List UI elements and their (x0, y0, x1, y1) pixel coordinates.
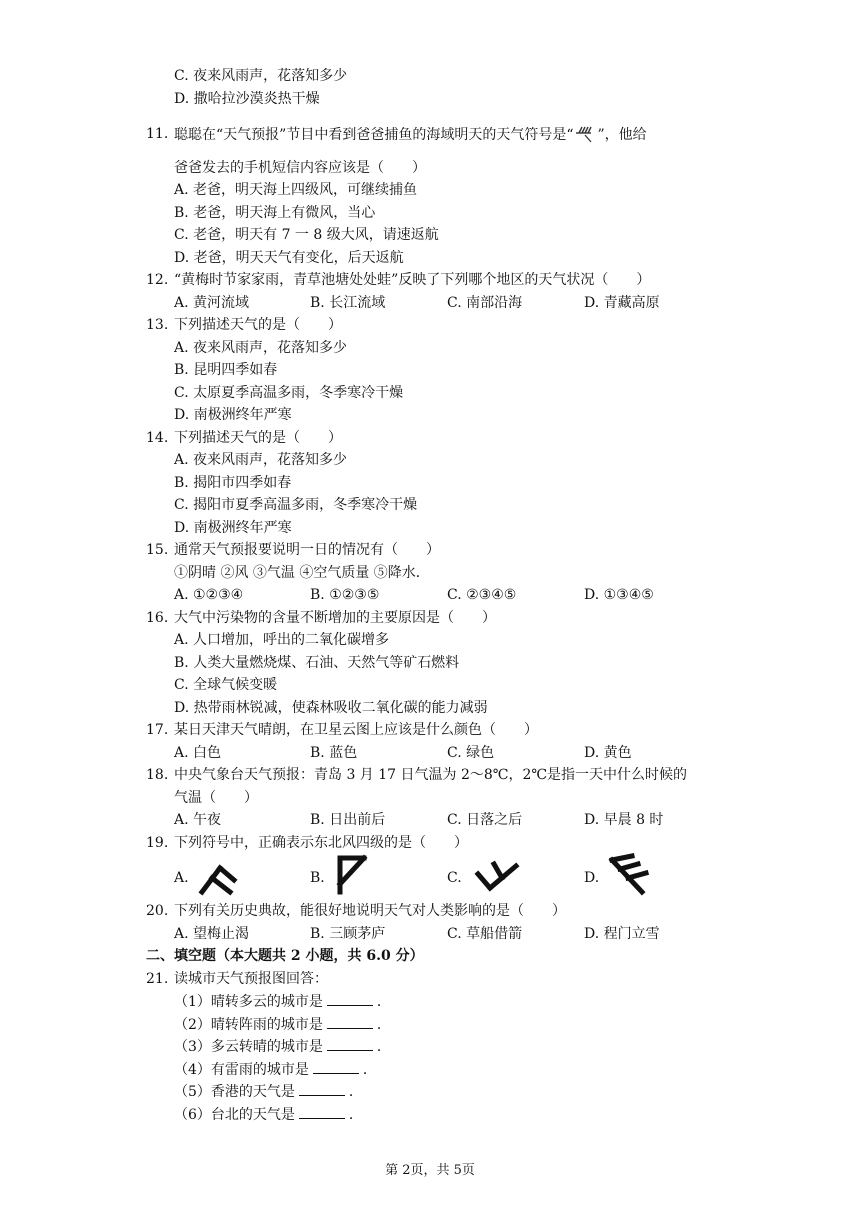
answer-blank[interactable] (327, 1014, 373, 1029)
answer-blank[interactable] (327, 1036, 373, 1051)
question-stem: 通常天气预报要说明一日的情况有（ ） (174, 542, 440, 558)
section-title: 二、填空题（本大题共 2 小题，共 6.0 分） (146, 948, 424, 964)
question-stem: 下列描述天气的是（ ） (174, 317, 342, 333)
option-b: B. 揭阳市四季如春 (174, 475, 292, 491)
question-number: 16. (146, 610, 169, 626)
option-a: A. 夜来风雨声，花落知多少 (174, 452, 348, 468)
option-b: B. 长江流域 (310, 295, 386, 311)
option-c: C. (447, 870, 462, 886)
option-c: C. 绿色 (447, 745, 495, 761)
option-d: D. 老爸，明天天气有变化，后天返航 (174, 250, 404, 266)
answer-blank[interactable] (313, 1059, 359, 1074)
option-c: C. 揭阳市夏季高温多雨，冬季寒冷干燥 (174, 497, 418, 513)
wind-symbol-c-icon (472, 856, 520, 896)
option-d: D. 热带雨林锐减，使森林吸收二氧化碳的能力减弱 (174, 700, 488, 716)
option-c: C. 全球气候变暖 (174, 677, 278, 693)
option-d: D. ①③④⑤ (584, 587, 654, 603)
wind-symbol-d-icon (604, 852, 652, 898)
question-stem: 下列符号中，正确表示东北风四级的是（ ） (174, 835, 468, 851)
option-a: A. 白色 (174, 745, 222, 761)
question-stem-cont: 气温（ ） (174, 790, 258, 806)
answer-blank[interactable] (299, 1081, 345, 1096)
option-a: A. 老爸，明天海上四级风，可继续捕鱼 (174, 182, 418, 198)
option-a: A. 午夜 (174, 812, 222, 828)
wind-barb-icon (574, 124, 596, 146)
fill-blank-item: （4）有雷雨的城市是 ． (174, 1059, 377, 1080)
option-c: C. ②③④⑤ (447, 587, 517, 603)
option-c: C. 南部沿海 (447, 295, 523, 311)
question-stem: 大气中污染物的含量不断增加的主要原因是（ ） (174, 610, 496, 626)
question-stem: “黄梅时节家家雨，青草池塘处处蛙”反映了下列哪个地区的天气状况（ ） (174, 272, 651, 288)
answer-blank[interactable] (327, 991, 373, 1006)
option-b: B. ①②③⑤ (310, 587, 380, 603)
question-stem: 某日天津天气晴朗，在卫星云图上应该是什么颜色（ ） (174, 722, 538, 738)
option-d: D. 早晨 8 时 (584, 812, 664, 828)
option-b: B. 昆明四季如春 (174, 362, 278, 378)
option-d: D. 程门立雪 (584, 926, 660, 942)
option-b: B. 老爸，明天海上有微风，当心 (174, 205, 376, 221)
option-a: A. ①②③④ (174, 587, 244, 603)
option-a: A. 望梅止渴 (174, 926, 250, 942)
question-number: 15. (146, 542, 169, 558)
question-stem: 中央气象台天气预报：青岛 3 月 17 日气温为 2～8℃，2℃是指一天中什么时候的 (174, 767, 688, 783)
option-d: D. 黄色 (584, 745, 632, 761)
answer-blank[interactable] (299, 1104, 345, 1119)
question-stem-cont: 爸爸发去的手机短信内容应该是（ ） (174, 160, 426, 176)
option-a: A. (174, 870, 189, 886)
option-b: B. 日出前后 (310, 812, 386, 828)
fill-blank-item: （5）香港的天气是 ． (174, 1081, 363, 1102)
question-number: 19. (146, 835, 169, 851)
option-a: A. 夜来风雨声，花落知多少 (174, 340, 348, 356)
option-d: D. 南极洲终年严寒 (174, 407, 292, 423)
option-a: A. 黄河流域 (174, 295, 250, 311)
option-b: B. (310, 870, 325, 886)
wind-symbol-a-icon (196, 856, 244, 898)
question-stem: 聪聪在“天气预报”节目中看到爸爸捕鱼的海域明天的天气符号是“ ”，他给 (174, 124, 647, 146)
question-number: 13. (146, 317, 169, 333)
question-stem: 读城市天气预报图回答： (174, 971, 328, 987)
option-d: D. 撒哈拉沙漠炎热干燥 (174, 91, 320, 107)
fill-blank-item: （6）台北的天气是 ． (174, 1104, 363, 1125)
fill-blank-item: （3）多云转晴的城市是 ． (174, 1036, 391, 1057)
question-number: 12. (146, 272, 169, 288)
question-number: 21. (146, 971, 169, 987)
option-c: C. 夜来风雨声，花落知多少 (174, 68, 348, 84)
option-c: C. 日落之后 (447, 812, 523, 828)
page-footer: 第 2页，共 5页 (385, 1163, 475, 1178)
option-c: C. 老爸，明天有 7 一 8 级大风，请速返航 (174, 227, 439, 243)
question-number: 20. (146, 903, 169, 919)
wind-symbol-b-icon (334, 854, 374, 896)
option-c: C. 太原夏季高温多雨，冬季寒冷干燥 (174, 385, 404, 401)
option-b: B. 蓝色 (310, 745, 358, 761)
option-a: A. 人口增加，呼出的二氧化碳增多 (174, 632, 390, 648)
option-d: D. (584, 870, 600, 886)
question-stem: 下列描述天气的是（ ） (174, 430, 342, 446)
question-stem: 下列有关历史典故，能很好地说明天气对人类影响的是（ ） (174, 903, 566, 919)
option-d: D. 南极洲终年严寒 (174, 520, 292, 536)
question-items: ①阴晴 ②风 ③气温 ④空气质量 ⑤降水． (174, 565, 430, 581)
question-number: 18. (146, 767, 169, 783)
option-c: C. 草船借箭 (447, 926, 523, 942)
fill-blank-item: （1）晴转多云的城市是 ． (174, 991, 391, 1012)
option-b: B. 三顾茅庐 (310, 926, 386, 942)
question-number: 14. (146, 430, 169, 446)
option-b: B. 人类大量燃烧煤、石油、天然气等矿石燃料 (174, 655, 460, 671)
option-d: D. 青藏高原 (584, 295, 660, 311)
question-number: 11. (146, 126, 169, 142)
question-number: 17. (146, 722, 169, 738)
fill-blank-item: （2）晴转阵雨的城市是 ． (174, 1014, 391, 1035)
